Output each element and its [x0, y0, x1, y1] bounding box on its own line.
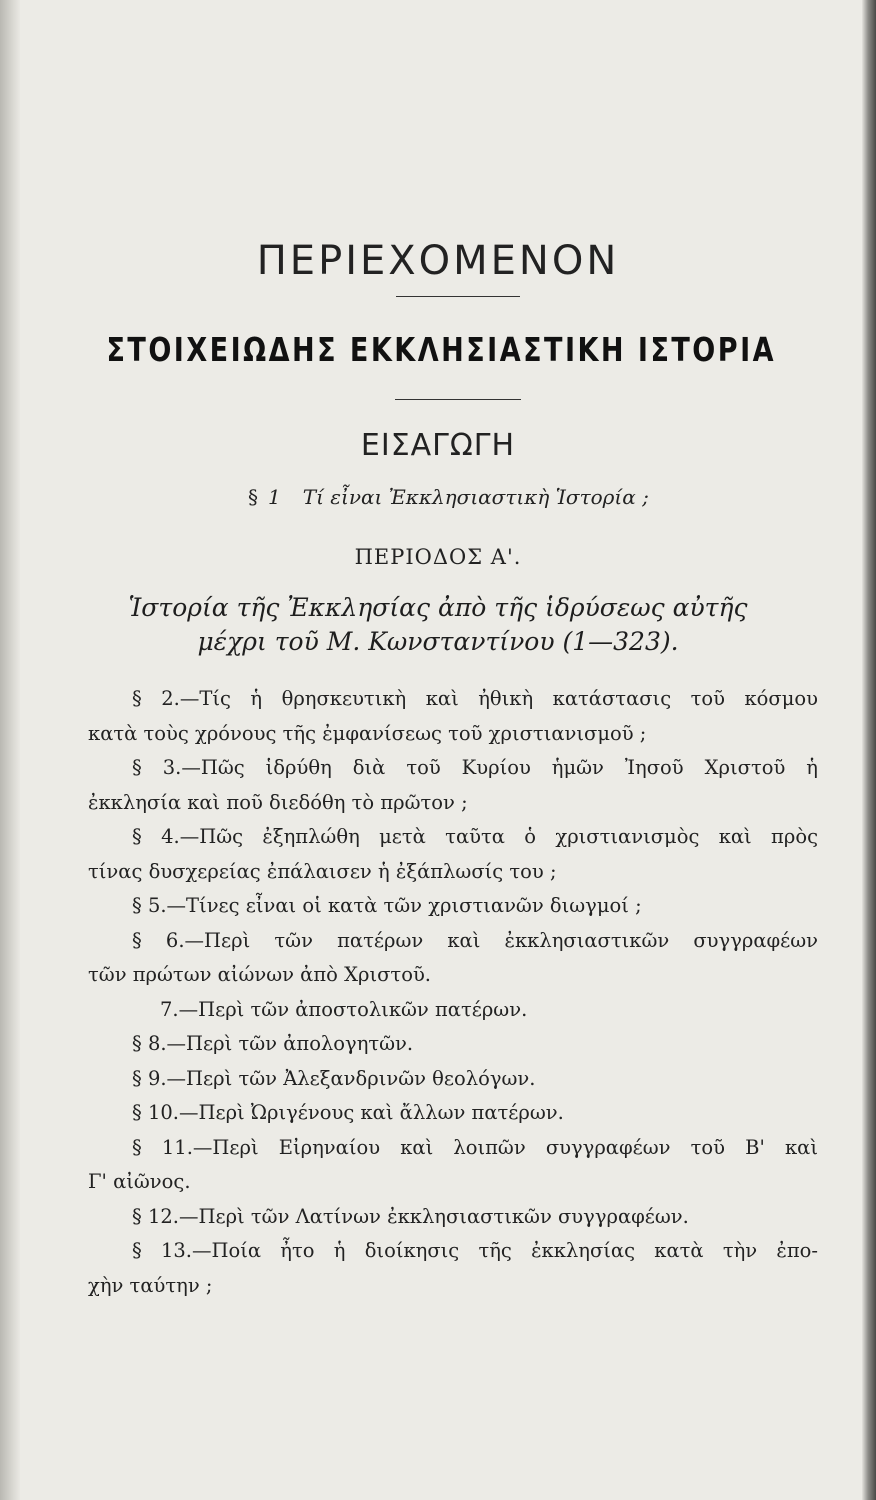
section-mark: § — [248, 485, 258, 509]
section-question: Τί εἶναι Ἐκκλησιαστικὴ Ἱστορία ; — [302, 485, 649, 509]
entry-first-line: § 4.—Πῶς ἐξηπλώθη μετὰ ταῦτα ὁ χριστιανισμὸς καὶ πρὸς — [132, 825, 818, 848]
divider-rule — [396, 296, 520, 297]
contents-entry — [88, 889, 818, 924]
entry-first-line: § 5.—Τίνες εἶναι οἱ κατὰ τῶν χριστιανῶν διωγμοί ; — [132, 894, 642, 917]
period-description-line: Ἱστορία τῆς Ἐκκλησίας ἀπὸ τῆς ἱδρύσεως αὐτῆς — [128, 593, 748, 622]
contents-entry — [88, 751, 818, 820]
period-heading: ΠΕΡΙΟΔΟΣ Α'. — [354, 545, 522, 569]
contents-entry — [88, 1131, 818, 1200]
entry-continuation: ἐκκλησία καὶ ποῦ διεδόθη τὸ πρῶτον ; — [88, 790, 468, 814]
contents-entry — [88, 1027, 818, 1062]
contents-entry — [88, 820, 818, 889]
contents-entry — [88, 1200, 818, 1235]
introduction-entry — [248, 485, 649, 509]
entry-first-line: § 9.—Περὶ τῶν Ἀλεξανδρινῶν θεολόγων. — [132, 1066, 536, 1090]
contents-heading: ΠΕΡΙΕΧΟΜΕΝΟΝ — [256, 238, 620, 284]
contents-list — [88, 682, 818, 1303]
entry-continuation: χὴν ταύτην ; — [88, 1273, 213, 1297]
contents-entry — [88, 924, 818, 993]
contents-entry — [88, 1234, 818, 1303]
entry-first-line: § 10.—Περὶ Ὠριγένους καὶ ἄλλων πατέρων. — [132, 1101, 564, 1124]
book-title: ΣΤΟΙΧΕΙΩΔΗΣ ΕΚΚΛΗΣΙΑΣΤΙΚΗ ΙΣΤΟΡΙΑ — [106, 330, 777, 369]
entry-first-line: § 6.—Περὶ τῶν πατέρων καὶ ἐκκλησιαστικῶν συγγραφέων — [132, 928, 818, 952]
divider-rule — [395, 399, 521, 400]
contents-entry — [88, 993, 818, 1028]
entry-continuation: τῶν πρώτων αἰώνων ἀπὸ Χριστοῦ. — [88, 963, 431, 986]
entry-first-line: § 11.—Περὶ Εἰρηναίου καὶ λοιπῶν συγγραφέων τοῦ Β' καὶ — [132, 1135, 818, 1159]
entry-continuation: τίνας δυσχερείας ἐπάλαισεν ἡ ἐξάπλωσίς του ; — [88, 859, 557, 883]
contents-entry — [88, 1096, 818, 1131]
entry-first-line: § 3.—Πῶς ἱδρύθη διὰ τοῦ Κυρίου ἡμῶν Ἰησοῦ Χριστοῦ ἡ — [132, 756, 818, 779]
entry-first-line: § 13.—Ποία ἦτο ἡ διοίκησις τῆς ἐκκλησίας κατὰ τὴν ἐπο- — [132, 1239, 818, 1262]
entry-continuation: Γ' αἰῶνος. — [88, 1170, 191, 1193]
section-number: 1 — [268, 485, 281, 509]
entry-first-line: § 2.—Τίς ἡ θρησκευτικὴ καὶ ἠθικὴ κατάστασις τοῦ κόσμου — [132, 687, 818, 710]
entry-first-line: 7.—Περὶ τῶν ἀποστολικῶν πατέρων. — [160, 997, 528, 1021]
period-description-line: μέχρι τοῦ Μ. Κωνσταντίνου (1—323). — [197, 627, 679, 656]
contents-entry — [88, 1062, 818, 1097]
entry-continuation: κατὰ τοὺς χρόνους τῆς ἐμφανίσεως τοῦ χριστιανισμοῦ ; — [88, 721, 647, 745]
introduction-heading: ΕΙΣΑΓΩΓΗ — [360, 428, 516, 463]
contents-entry — [88, 682, 818, 751]
entry-first-line: § 8.—Περὶ τῶν ἀπολογητῶν. — [132, 1032, 414, 1055]
entry-first-line: § 12.—Περὶ τῶν Λατίνων ἐκκλησιαστικῶν συγγραφέων. — [132, 1204, 689, 1228]
